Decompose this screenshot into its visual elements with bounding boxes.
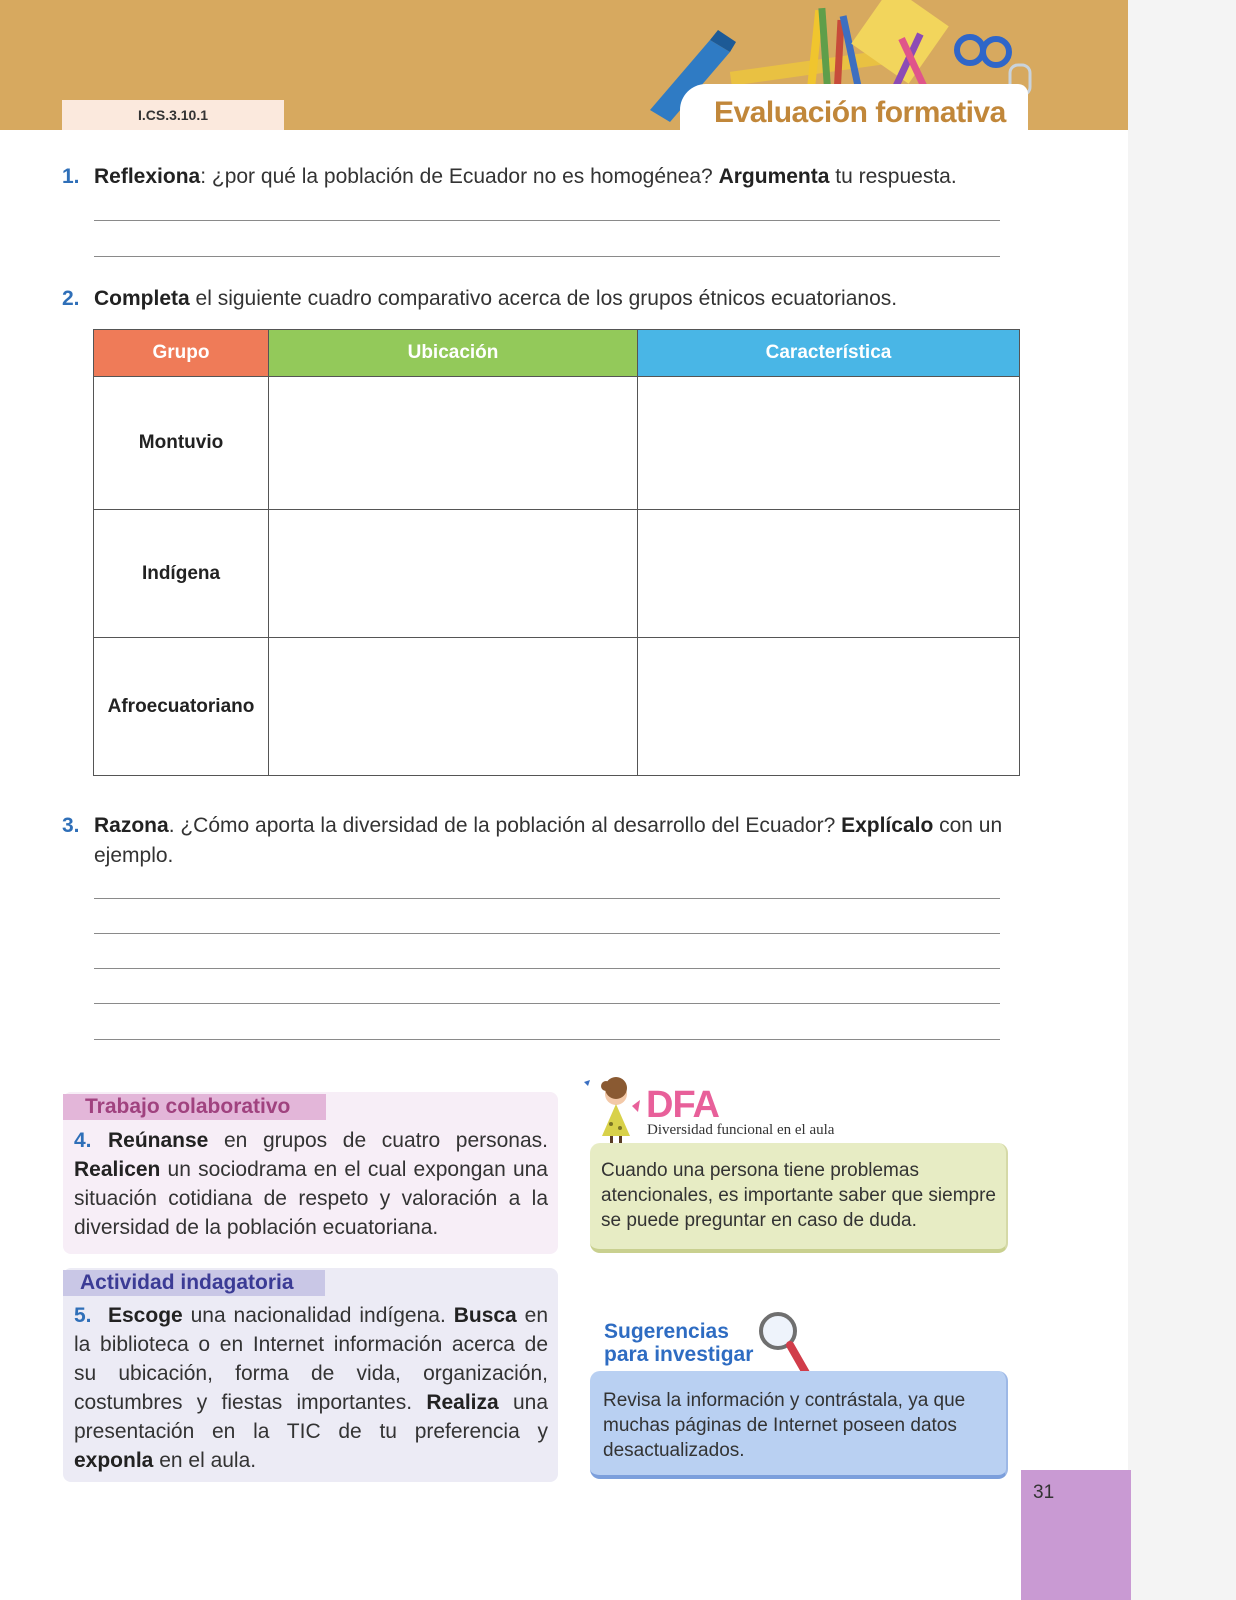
table-row [94, 377, 1020, 510]
question-keyword: Argumenta [718, 165, 830, 188]
answer-line[interactable] [94, 968, 1000, 969]
dfa-text: Cuando una persona tiene problemas atencionales, es importante saber que siempre se puede preguntar en caso de duda. [601, 1160, 997, 1231]
activity-keyword: Escoge [108, 1304, 183, 1327]
column-header-ubicacion: Ubicación [269, 330, 638, 377]
answer-line[interactable] [94, 256, 1000, 257]
question-number: 1. [62, 165, 80, 188]
question-keyword: Razona [94, 814, 169, 837]
activity-5 [74, 1301, 548, 1475]
activity-text: en la biblioteca o en Internet información acerca de su ubicación, forma de vida, organización, costumbres y fiestas importantes. [74, 1304, 548, 1414]
curriculum-code: I.CS.3.10.1 [62, 100, 284, 130]
activity-text: una presentación en la TIC de tu preferencia y [74, 1391, 549, 1443]
question-number: 3. [62, 814, 80, 837]
answer-cell[interactable] [269, 377, 638, 510]
girl-illustration [580, 1076, 646, 1148]
research-tips-title [604, 1320, 753, 1366]
question-text: . ¿Cómo aporta la diversidad de la población al desarrollo del Ecuador? [168, 814, 842, 837]
activity-text: un sociodrama en el cual expongan una situación cotidiana de respeto y valoración a la diversidad de la población ecuatoriana. [74, 1158, 548, 1239]
activity-number: 4. [74, 1129, 92, 1152]
answer-cell[interactable] [269, 638, 638, 776]
row-label: Montuvio [94, 377, 269, 510]
activity-keyword: Realiza [426, 1391, 499, 1414]
question-number: 2. [62, 287, 80, 310]
activity-text: en grupos de cuatro personas. [208, 1129, 548, 1152]
research-tips-title-line: para investigar [604, 1343, 754, 1366]
research-tips-title-line: Sugerencias [604, 1320, 729, 1343]
question-keyword: Reflexiona [94, 165, 201, 188]
answer-cell[interactable] [638, 377, 1020, 510]
activity-text: en el aula. [153, 1449, 257, 1472]
question-keyword: Completa [94, 287, 190, 310]
answer-cell[interactable] [269, 510, 638, 638]
answer-line[interactable] [94, 1003, 1000, 1004]
table-header-row [94, 330, 1020, 377]
collaborative-work-label: Trabajo colaborativo [63, 1094, 326, 1120]
activity-keyword: Realicen [74, 1158, 161, 1181]
question-text: ejemplo. [94, 844, 174, 867]
answer-cell[interactable] [638, 638, 1020, 776]
answer-line[interactable] [94, 933, 1000, 934]
dfa-title: DFA [646, 1084, 719, 1126]
table-row [94, 638, 1020, 776]
activity-keyword: Reúnanse [108, 1129, 209, 1152]
answer-line[interactable] [94, 1039, 1000, 1040]
table-row [94, 510, 1020, 638]
answer-line[interactable] [94, 220, 1000, 221]
research-tips-text: Revisa la información y contrástala, ya que muchas páginas de Internet poseen datos desactualizados. [603, 1390, 966, 1461]
page-margin-strip [1128, 0, 1236, 1600]
page-number: 31 [1033, 1482, 1055, 1503]
activity-text: una nacionalidad indígena. [182, 1304, 454, 1327]
question-1 [62, 162, 957, 192]
column-header-caracteristica: Característica [638, 330, 1020, 377]
question-text: el siguiente cuadro comparativo acerca de los grupos étnicos ecuatorianos. [189, 287, 898, 310]
answer-line[interactable] [94, 898, 1000, 899]
question-3 [62, 811, 1022, 871]
magnifier-icon [756, 1309, 812, 1379]
question-text: tu respuesta. [829, 165, 957, 188]
column-header-grupo: Grupo [94, 330, 269, 377]
question-text: : ¿por qué la población de Ecuador no es homogénea? [200, 165, 719, 188]
question-keyword: Explícalo [841, 814, 934, 837]
research-activity-label: Actividad indagatoria [63, 1270, 325, 1296]
comparison-table [93, 329, 1020, 776]
activity-keyword: Busca [453, 1304, 517, 1327]
question-text: con un [933, 814, 1003, 837]
dfa-subtitle: Diversidad funcional en el aula [647, 1122, 835, 1138]
answer-cell[interactable] [638, 510, 1020, 638]
activity-keyword: exponla [74, 1449, 154, 1472]
activity-4 [74, 1126, 548, 1242]
question-2 [62, 284, 897, 314]
page-title: Evaluación formativa [714, 96, 1006, 129]
activity-number: 5. [74, 1304, 92, 1327]
row-label: Indígena [94, 510, 269, 638]
row-label: Afroecuatoriano [94, 638, 269, 776]
